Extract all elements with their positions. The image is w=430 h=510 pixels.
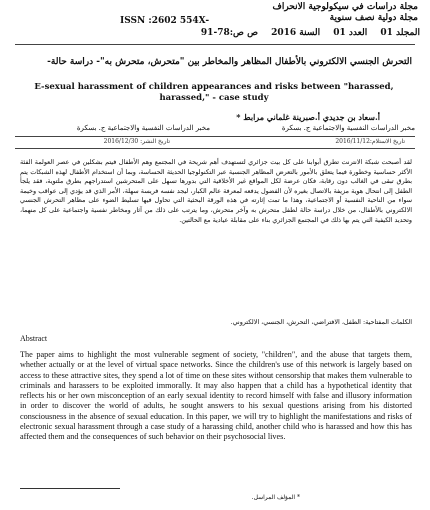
header-rule	[15, 44, 415, 45]
journal-type: مجلة دولية نصف سنوية	[329, 13, 418, 23]
author-names: أ.سعاد بن جديدي أ.صبرينة غلماني مرابط *	[236, 112, 380, 122]
issue: العدد 01	[333, 28, 368, 38]
year: السنة 2016	[271, 28, 321, 38]
english-abstract: The paper aims to highlight the most vulnerable segment of society, "children", and the abuse that targets them, whether actually or at the level of virtual space networks. Since the children's use of this network is largely based on access to these attractive sites, they spend a lot of time on these sites without censorship that makes them vulnerable to criminals and harassers to be exploited immorally. It may also happen that a child has a hypothetical identity that reflects his or her own misconception of an early sexual identity to record himself with false and illusory information in order to discover the world of adults, he sought answers to his sexual questions arising from his distorted consciousness in the absence of sexual education. In this paper, we will try to highlight the manifestations and risks of electronic sexual harassment through a case study of a harassing child, another child who is harassed and how this has affected them and the consequences of such behavior on their psychosocial lives.	[20, 350, 412, 442]
journal-name: مجلة دراسات في سيكولوجية الانحراف	[272, 2, 418, 12]
title-arabic: التحرش الجنسي الالكتروني بالأطفال المظاهر والمخاطر بين "متحرش، متحرش به"- دراسة حالة-	[47, 57, 412, 67]
affiliation-2: مخبر الدراسات النفسية والاجتماعية ج. بسكرة	[76, 124, 210, 132]
dates-rule-bottom	[15, 148, 415, 149]
footnote: * المؤلف المراسل.	[251, 494, 300, 501]
dates-rule-top	[15, 136, 415, 137]
volume-line	[80, 28, 420, 38]
pages: ص ص:78-91	[200, 28, 258, 38]
abstract-heading: Abstract	[20, 334, 48, 343]
footnote-rule	[20, 488, 120, 489]
arabic-abstract: لقد أصبحت شبكة الانترنت تطرق أبوابنا على كل بيت جزائري لتستهدف أهم شريحة في المجتمع وهم الأطفال فيتم بشكلين في عصر العولمة الفئة الأكثر حساسية وخطورة فيما يتعلق بالأمور بالتعرض المظاهر الجنسية عبر التكنولوجيا الحديثة الحساسة، وبما أن استخدام الأطفال لهذه الشبكات يتم بطرق تبقى في الغالب دون رقابة، فكان عرضة لكل المواقع غير الأخلاقية التي بدورها تسهل على المتحرشين استدراجهم بطرق ملتوية، فقد يلجأ الطفل إلى انتحال هوية مزيفة بالاتصال بغيره لأن الفضول يدفعه لمعرفة عالم الكبار، ليجد نفسه فريسة سهلة، الأمر الذي قد يؤدي إلى عواقب وخيمة سواء من الناحية النفسية أو الاجتماعية، وهذا ما تمت إثارته في هذه الورقة البحثية التي تحاول فيها تسليط الضوء على مظاهر التحرش الجنسي الالكتروني بالأطفال، من خلال دراسة حالة لطفل متحرش به وآخر متحرش، وما يترتب على ذلك من آثار ومخاطر نفسية واجتماعية على كل منهما، وتحديد الكيفية التي يتم بها ذلك في المجتمع الجزائري بناء على مقابلة عيادية مع الحالتين.	[20, 158, 412, 224]
volume: المجلد 01	[380, 28, 420, 38]
date-published: تاريخ النشر: 2016/12/30	[103, 138, 170, 145]
title-english: E-sexual harassment of children appearances and risks between "harassed, harassed," - case study	[34, 82, 394, 103]
date-received: تاريخ الاستلام:2016/11/12	[335, 138, 405, 145]
affiliation-1: مخبر الدراسات النفسية والاجتماعية ج. بسكرة	[281, 124, 415, 132]
issn: ISSN :2602 554X-	[120, 16, 210, 26]
arabic-keywords: الكلمات المفتاحية: الطفل، الافتراضي، التحرش، الجنسي، الالكتروني.	[230, 318, 412, 326]
